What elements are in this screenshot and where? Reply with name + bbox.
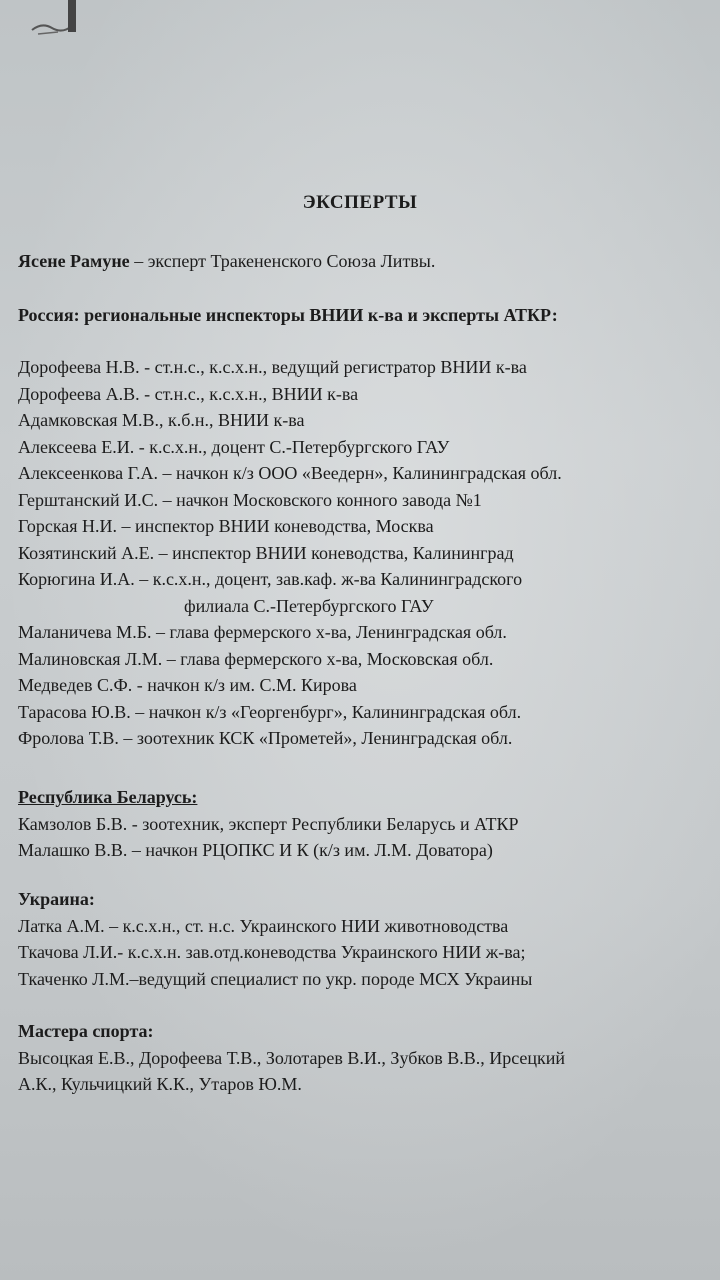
ukraine-heading: Украина: [18,889,95,909]
masters-section [18,1018,720,1098]
list-item: Герштанский И.С. – начкон Московского конного завода №1 [18,489,482,510]
list-item: Алексеева Е.И. - к.с.х.н., доцент С.-Петербургского ГАУ [18,436,450,457]
intro-text: – эксперт Тракененского Союза Литвы. [129,251,436,271]
list-item: Козятинский А.Е. – инспектор ВНИИ коневодства, Калининград [18,542,514,563]
list-item: Медведев С.Ф. - начкон к/з им. С.М. Кирова [18,675,357,695]
list-item-continuation: филиала С.-Петербургского ГАУ [184,595,434,616]
belarus-heading: Республика Беларусь: [18,787,198,807]
list-item: Камзолов Б.В. - зоотехник, эксперт Республики Беларусь и АТКР [18,813,519,834]
list-item: Малашко В.В. – начкон РЦОПКС И К (к/з им. Л.М. Доватора) [18,840,493,860]
list-item: Адамковская М.В., к.б.н., ВНИИ к-ва [18,410,305,430]
list-item: Высоцкая Е.В., Дорофеева Т.В., Золотарев В.И., Зубков В.В., Ирсецкий [18,1047,566,1068]
list-item: Фролова Т.В. – зоотехник КСК «Прометей», Ленинградская обл. [18,728,513,748]
russia-section [18,302,720,329]
russia-heading: Россия: региональные инспекторы ВНИИ к-ва и эксперты АТКР: [18,305,558,325]
intro-line [18,248,720,275]
masters-heading: Мастера спорта: [18,1021,154,1041]
list-item: Алексеенкова Г.А. – начкон к/з ООО «Веедерн», Калининградская обл. [18,463,562,483]
list-item: А.К., Кульчицкий К.К., Утаров Ю.М. [18,1074,302,1094]
ukraine-section [18,886,720,992]
list-item: Корюгина И.А. – к.с.х.н., доцент, зав.каф. ж-ва Калининградского [18,569,523,589]
belarus-section [18,784,720,864]
page-title: ЭКСПЕРТЫ [302,192,418,213]
list-item: Дорофеева Н.В. - ст.н.с., к.с.х.н., ведущий регистратор ВНИИ к-ва [18,357,527,377]
list-item: Маланичева М.Б. – глава фермерского х-ва, Ленинградская обл. [18,622,507,642]
list-item: Ткаченко Л.М.–ведущий специалист по укр. породе МСХ Украины [18,968,533,989]
list-item: Тарасова Ю.В. – начкон к/з «Георгенбург», Калининградская обл. [18,701,522,722]
list-item: Латка А.М. – к.с.х.н., ст. н.с. Украинского НИИ животноводства [18,915,509,936]
list-item: Горская Н.И. – инспектор ВНИИ коневодства, Москва [18,516,434,536]
russia-list [18,354,720,752]
intro-name: Ясене Рамуне [18,251,130,271]
list-item: Малиновская Л.М. – глава фермерского х-ва, Московская обл. [18,648,494,669]
list-item: Дорофеева А.В. - ст.н.с., к.с.х.н., ВНИИ к-ва [18,383,359,404]
list-item: Ткачова Л.И.- к.с.х.н. зав.отд.коневодства Украинского НИИ ж-ва; [18,942,526,962]
stamp-mark [28,0,88,38]
